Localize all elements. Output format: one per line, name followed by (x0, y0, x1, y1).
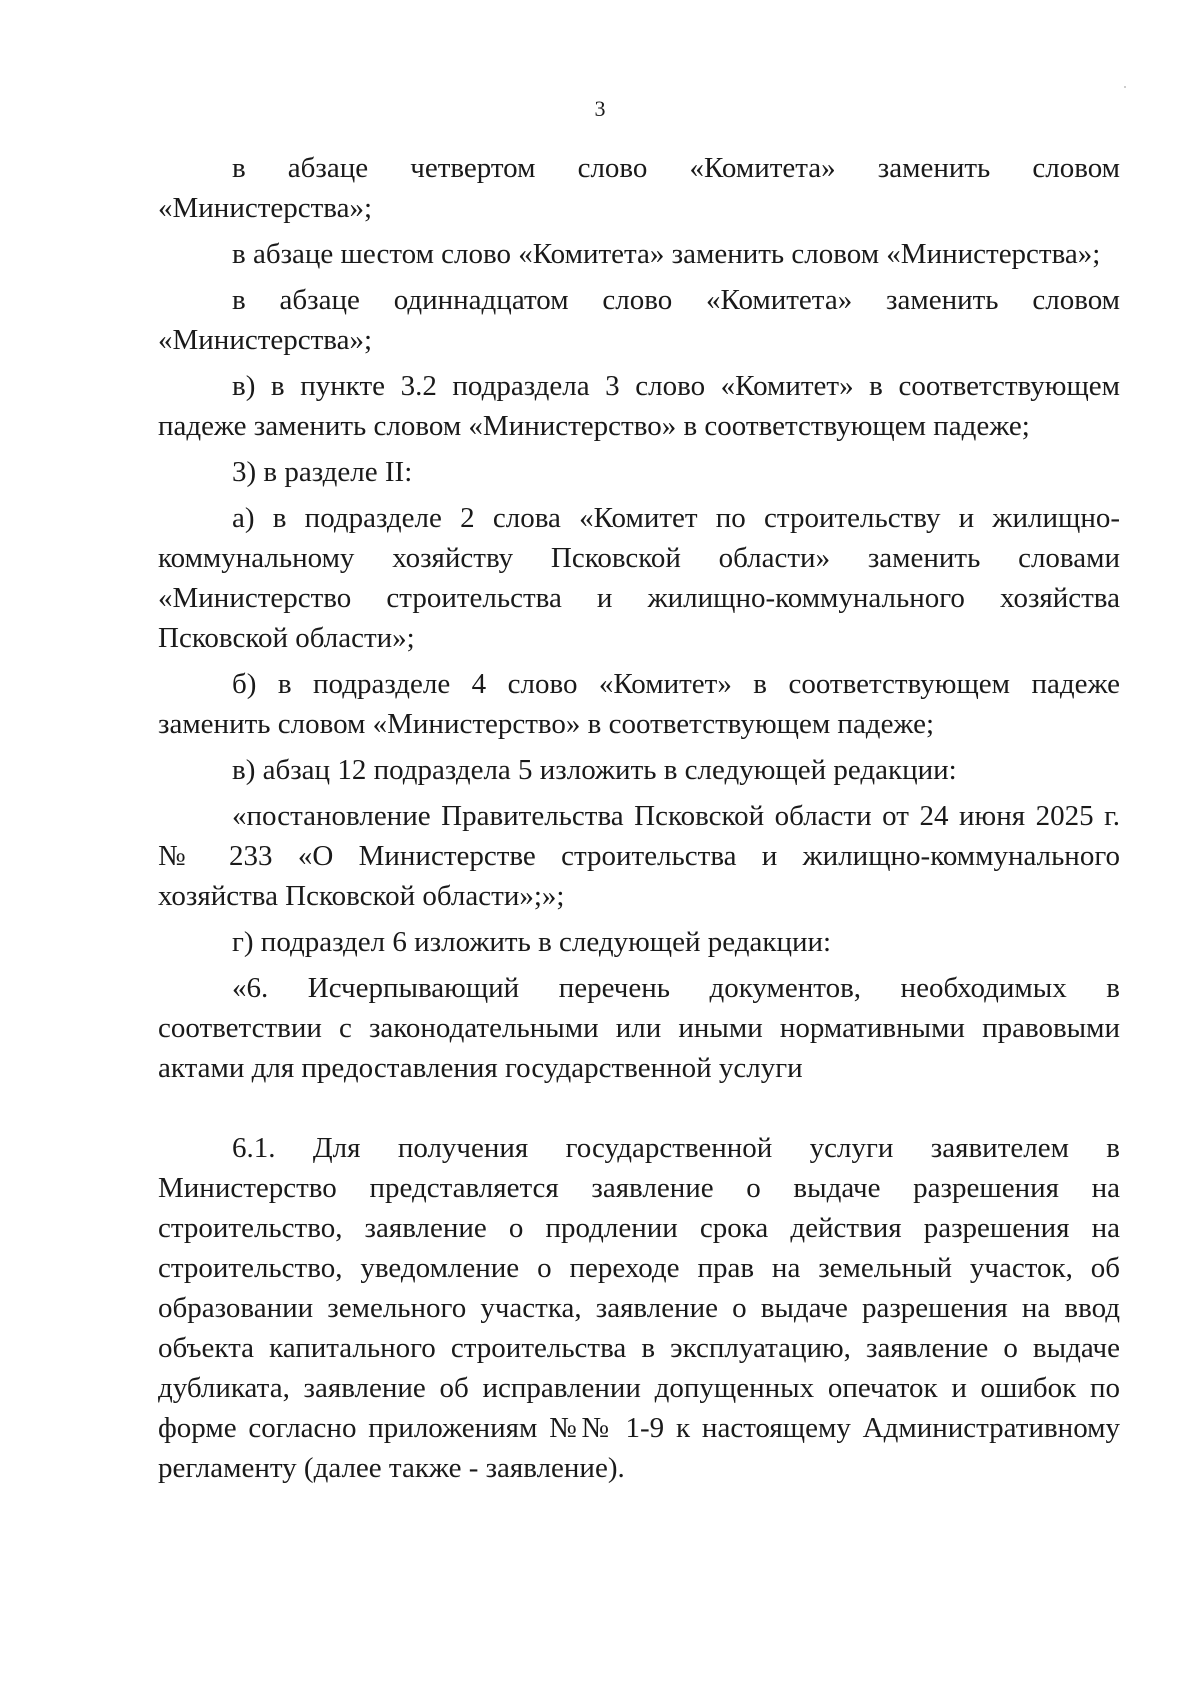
paragraph-abzac-6: в абзаце шестом слово «Комитета» заменить словом «Министерства»; (232, 238, 1101, 270)
paragraph-6-1: 6.1. Для получения государственной услуги заявителем в Министерство представляется заявление о выдаче разрешения на строительство, заявление о продлении срока действия разрешения на строительство, уведомление о переходе прав на земельный участок, об образовании земельного участка, заявление о выдаче разрешения на ввод объекта капитального строительства в эксплуатацию, заявление о выдаче дубликата, заявление об исправлении допущенных опечаток и ошибок по форме согласно приложениям №№ 1-9 к настоящему Административному регламенту (далее также - заявление). (158, 1132, 1120, 1484)
paragraph-podrazdel-2: а) в подразделе 2 слова «Комитет по строительству и жилищно-коммунальному хозяйству Псковской области» заменить словами «Министерство строительства и жилищно-коммунального хозяйства Псковской области»; (158, 502, 1120, 654)
document-body (158, 148, 1120, 1488)
paragraph-abzac-11: в абзаце одиннадцатом слово «Комитета» заменить словом «Министерства»; (158, 284, 1120, 356)
paragraph-abzac-4: в абзаце четвертом слово «Комитета» заменить словом «Министерства»; (158, 152, 1120, 224)
paragraph-punkt-3-2: в) в пункте 3.2 подраздела 3 слово «Комитет» в соответствующем падеже заменить словом «Министерство» в соответствующем падеже; (158, 370, 1120, 442)
paragraph-postanovlenie: «постановление Правительства Псковской области от 24 июня 2025 г. № 233 «О Министерстве строительства и жилищно-коммунального хозяйства Псковской области»;»; (158, 800, 1120, 912)
paragraph-abzac-12: в) абзац 12 подраздела 5 изложить в следующей редакции: (232, 754, 957, 786)
paragraph-razdel-2: 3) в разделе II: (232, 456, 413, 488)
paragraph-podrazdel-4: б) в подразделе 4 слово «Комитет» в соответствующем падеже заменить словом «Министерство» в соответствующем падеже; (158, 668, 1120, 740)
paragraph-podrazdel-6: г) подраздел 6 изложить в следующей редакции: (232, 926, 832, 958)
page-number: 3 (594, 96, 606, 121)
scan-speck (1124, 86, 1126, 88)
section-6-heading: «6. Исчерпывающий перечень документов, необходимых в соответствии с законодательными или иными нормативными правовыми актами для предоставления государственной услуги (158, 972, 1120, 1084)
